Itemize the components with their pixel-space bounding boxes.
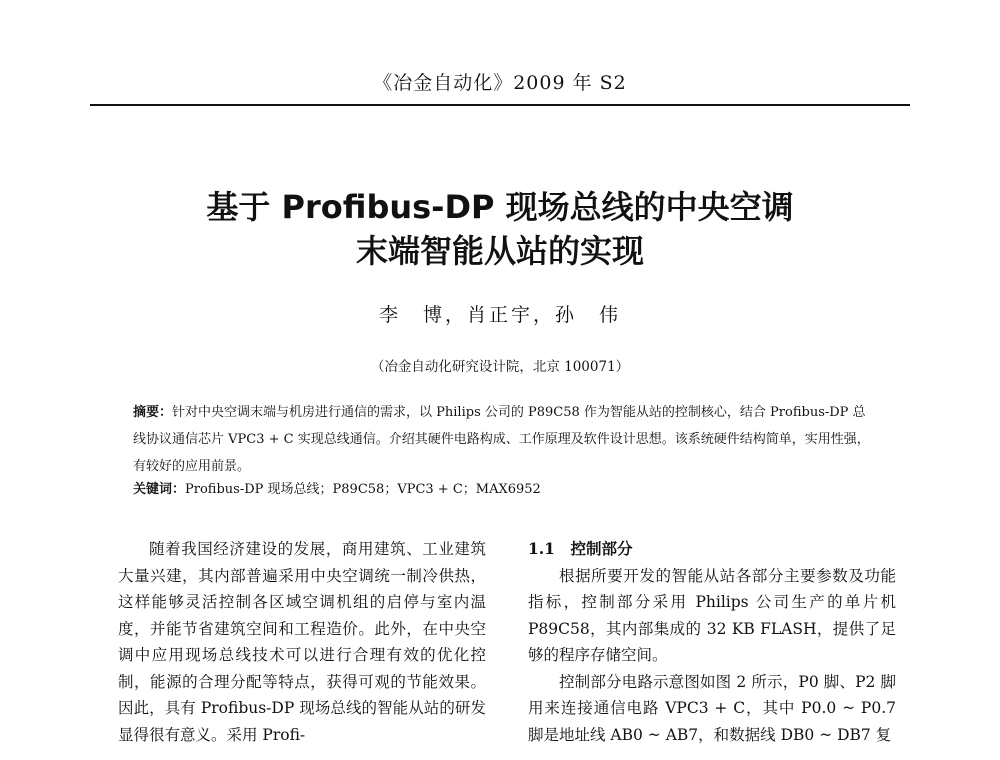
title-line-1: 基于 Profibus-DP 现场总线的中央空调	[206, 188, 794, 226]
abstract	[133, 399, 873, 480]
body-column-right	[528, 536, 896, 748]
section-heading: 1.1 控制部分	[528, 539, 633, 558]
paper-title	[100, 185, 900, 273]
abstract-label: 摘要：	[133, 405, 173, 420]
affiliation: （冶金自动化研究设计院，北京 100071）	[370, 359, 630, 375]
keywords-text: Profibus-DP 现场总线；P89C58；VPC3 + C；MAX6952	[185, 482, 541, 497]
title-line-2: 末端智能从站的实现	[355, 232, 644, 270]
running-head: 《冶金自动化》2009 年 S2	[373, 72, 627, 94]
body-paragraph: 随着我国经济建设的发展，商用建筑、工业建筑大量兴建，其内部普遍采用中央空调统一制冷供热，这样能够灵活控制各区域空调机组的启停与室内温度，并能节省建筑空间和工程造价。此外，在中央空调中应用现场总线技术可以进行合理有效的优化控制，能源的合理分配等特点，获得可观的节能效果。因此，具有 Profibus-DP 现场总线的智能从站的研发显得很有意义。采用 Profi-	[118, 540, 486, 744]
body-paragraph: 根据所要开发的智能从站各部分主要参数及功能指标，控制部分采用 Philips 公司生产的单片机 P89C58，其内部集成的 32 KB FLASH，提供了足够的程序存储空间。	[528, 566, 896, 664]
body-column-left	[118, 536, 486, 748]
author-list: 李 博，肖正宇，孙 伟	[378, 304, 621, 326]
keywords-label: 关键词：	[133, 482, 186, 497]
keywords	[133, 480, 873, 500]
abstract-text: 针对中央空调末端与机房进行通信的需求，以 Philips 公司的 P89C58 作为智能从站的控制核心，结合 Profibus-DP 总线协议通信芯片 VPC3 + C 实现总线通信。介绍其硬件电路构成、工作原理及软件设计思想。该系统硬件结构简单，实用性强，有较好的应用前景。	[133, 405, 870, 474]
header-rule	[90, 104, 910, 106]
body-paragraph: 控制部分电路示意图如图 2 所示，P0 脚、P2 脚用来连接通信电路 VPC3 + C，其中 P0.0 ~ P0.7 脚是地址线 AB0 ~ AB7，和数据线 DB0 ~ DB7 复	[528, 672, 896, 744]
